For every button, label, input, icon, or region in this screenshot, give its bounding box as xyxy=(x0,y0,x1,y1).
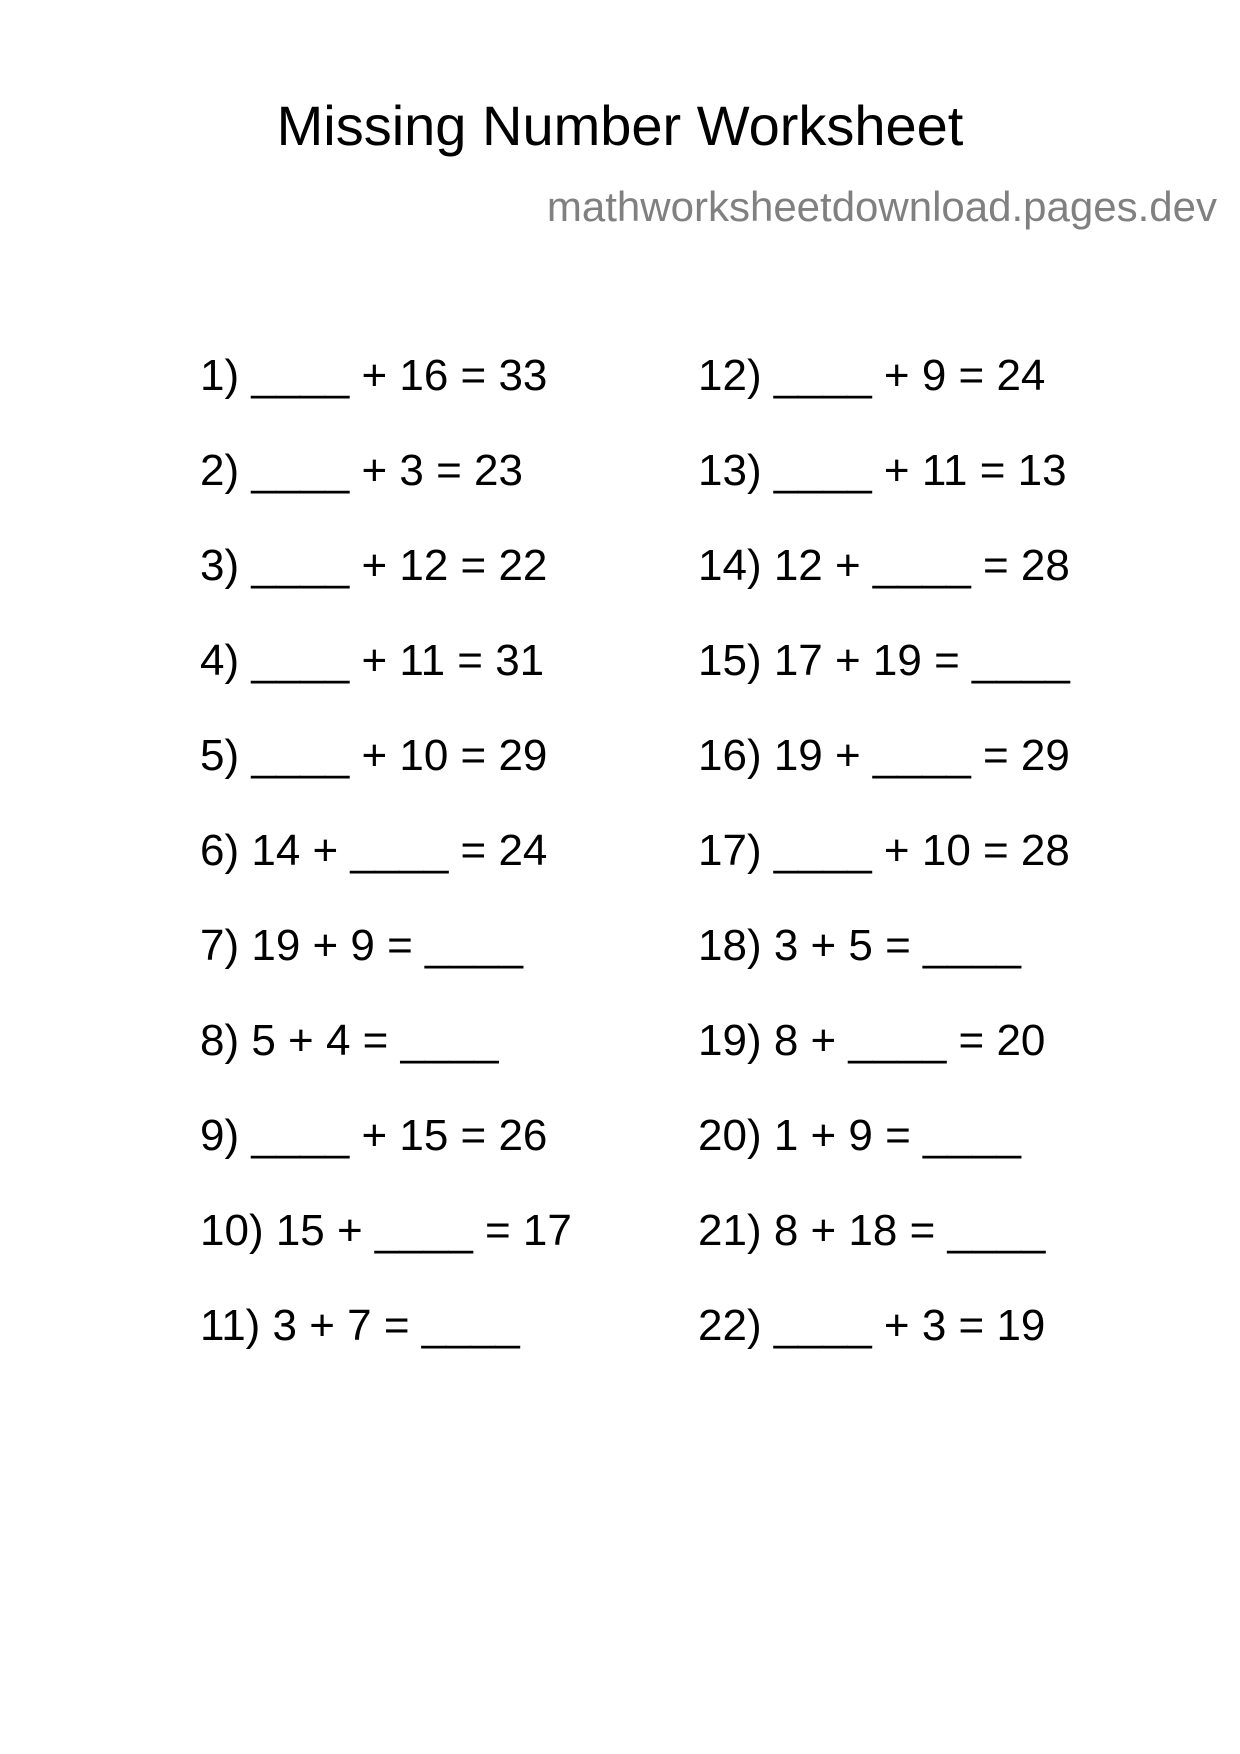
problem-13: 13) ____ + 11 = 13 xyxy=(698,446,1067,495)
problem-18: 18) 3 + 5 = ____ xyxy=(698,921,1021,970)
problem-10: 10) 15 + ____ = 17 xyxy=(200,1206,572,1255)
problem-6: 6) 14 + ____ = 24 xyxy=(200,826,548,875)
problem-3: 3) ____ + 12 = 22 xyxy=(200,541,548,590)
problem-17: 17) ____ + 10 = 28 xyxy=(698,826,1070,875)
problem-4: 4) ____ + 11 = 31 xyxy=(200,636,545,685)
problem-22: 22) ____ + 3 = 19 xyxy=(698,1301,1046,1350)
problem-21: 21) 8 + 18 = ____ xyxy=(698,1206,1046,1255)
problem-8: 8) 5 + 4 = ____ xyxy=(200,1016,499,1065)
website-url: mathworksheetdownload.pages.dev xyxy=(546,183,1217,230)
problem-15: 15) 17 + 19 = ____ xyxy=(698,636,1070,685)
problem-19: 19) 8 + ____ = 20 xyxy=(698,1016,1046,1065)
problem-20: 20) 1 + 9 = ____ xyxy=(698,1111,1021,1160)
problem-2: 2) ____ + 3 = 23 xyxy=(200,446,523,495)
problem-16: 16) 19 + ____ = 29 xyxy=(698,731,1070,780)
problem-11: 11) 3 + 7 = ____ xyxy=(200,1301,520,1350)
worksheet-title: Missing Number Worksheet xyxy=(276,94,964,157)
problem-1: 1) ____ + 16 = 33 xyxy=(200,351,548,400)
problem-12: 12) ____ + 9 = 24 xyxy=(698,351,1046,400)
problem-7: 7) 19 + 9 = ____ xyxy=(200,921,523,970)
problem-5: 5) ____ + 10 = 29 xyxy=(200,731,548,780)
problem-9: 9) ____ + 15 = 26 xyxy=(200,1111,548,1160)
problem-14: 14) 12 + ____ = 28 xyxy=(698,541,1070,590)
